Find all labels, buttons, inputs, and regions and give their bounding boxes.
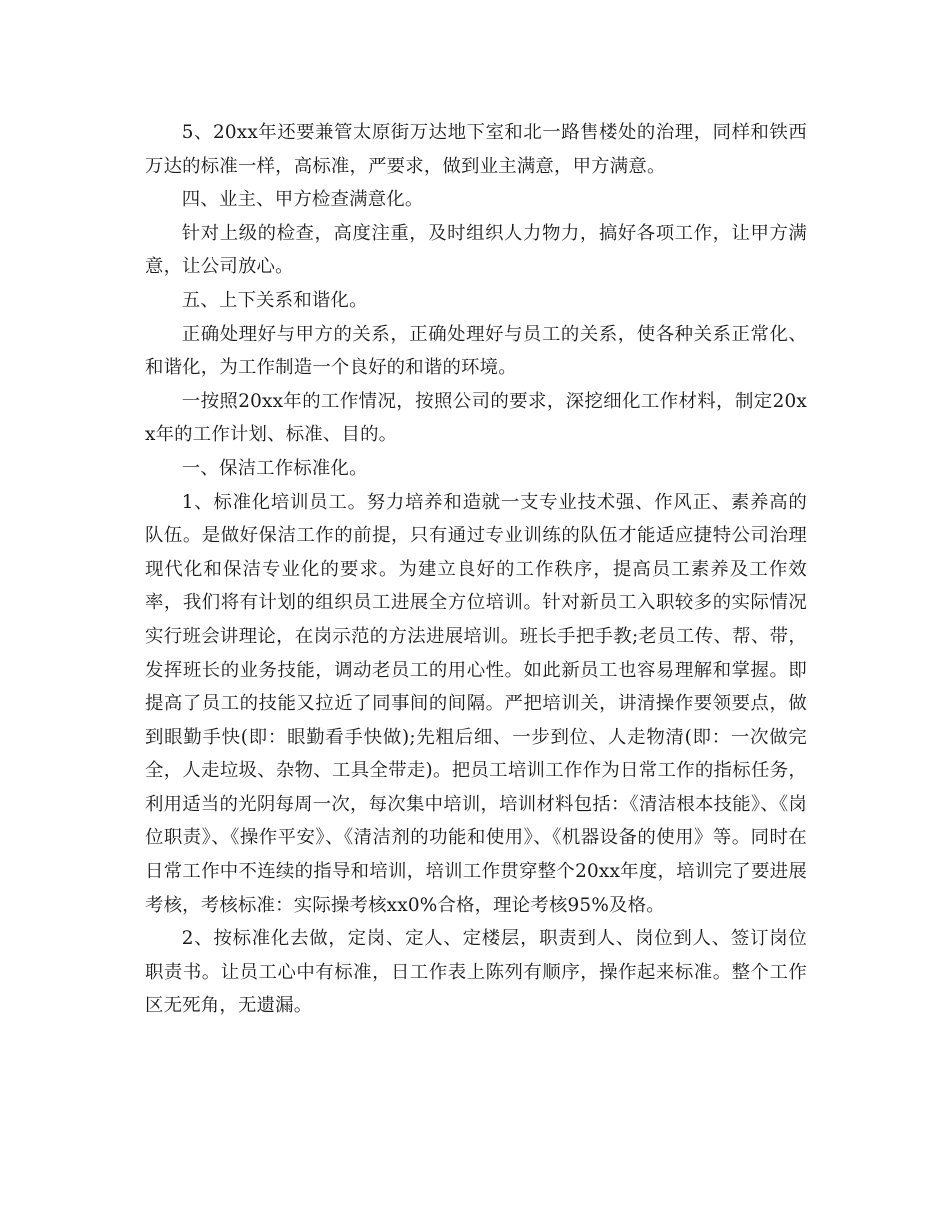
paragraph-relations: 正确处理好与甲方的关系，正确处理好与员工的关系，使各种关系正常化、和谐化，为工作制造一个良好的和谐的环境。 [145, 323, 807, 379]
paragraph-standardization: 2、按标准化去做，定岗、定人、定楼层，职责到人、岗位到人、签订岗位职责书。让员工心中有标准，日工作表上陈列有顺序，操作起来标准。整个工作区无死角，无遗漏。 [145, 928, 807, 1017]
section-heading-4: 四、业主、甲方检查满意化。 [181, 189, 424, 211]
paragraph-plan-intro: 一按照20xx年的工作情况，按照公司的要求，深挖细化工作材料，制定20xx年的工作计划、标准、目的。 [145, 390, 807, 446]
paragraph-item-5: 5、20xx年还要兼管太原街万达地下室和北一路售楼处的治理，同样和铁西万达的标准一样，高标准，严要求，做到业主满意，甲方满意。 [145, 122, 807, 177]
paragraph-training: 1、标准化培训员工。努力培养和造就一支专业技术强、作风正、素养高的队伍。是做好保洁工作的前提，只有通过专业训练的队伍才能适应捷特公司治理现代化和保洁专业化的要求。为建立良好的工作秩序，提高员工素养及工作效率，我们将有计划的组织员工进展全方位培训。针对新员工入职较多的实际情况实行班会讲理论，在岗示范的方法进展培训。班长手把手教;老员工传、帮、带，发挥班长的业务技能，调动老员工的用心性。如此新员工也容易理解和掌握。即提高了员工的技能又拉近了同事间的间隔。严把培训关，讲清操作要领要点，做到眼勤手快(即：眼勤看手快做);先粗后细、一步到位、人走物清(即：一次做完全，人走垃圾、杂物、工具全带走)。把员工培训工作作为日常工作的指标任务，利用适当的光阴每周一次，每次集中培训，培训材料包括：《清洁根本技能》、《岗位职责》、《操作平安》、《清洁剂的功能和使用》、《机器设备的使用》等。同时在日常工作中不连续的指导和培训，培训工作贯穿整个20xx年度，培训完了要进展考核，考核标准：实际操考核xx0%合格，理论考核95%及格。 [145, 491, 807, 916]
document-body [145, 116, 807, 1023]
section-heading-1: 一、保洁工作标准化。 [181, 457, 368, 479]
section-heading-5: 五、上下关系和谐化。 [181, 289, 368, 311]
paragraph-inspection: 针对上级的检查，高度注重，及时组织人力物力，搞好各项工作，让甲方满意，让公司放心。 [145, 222, 807, 278]
